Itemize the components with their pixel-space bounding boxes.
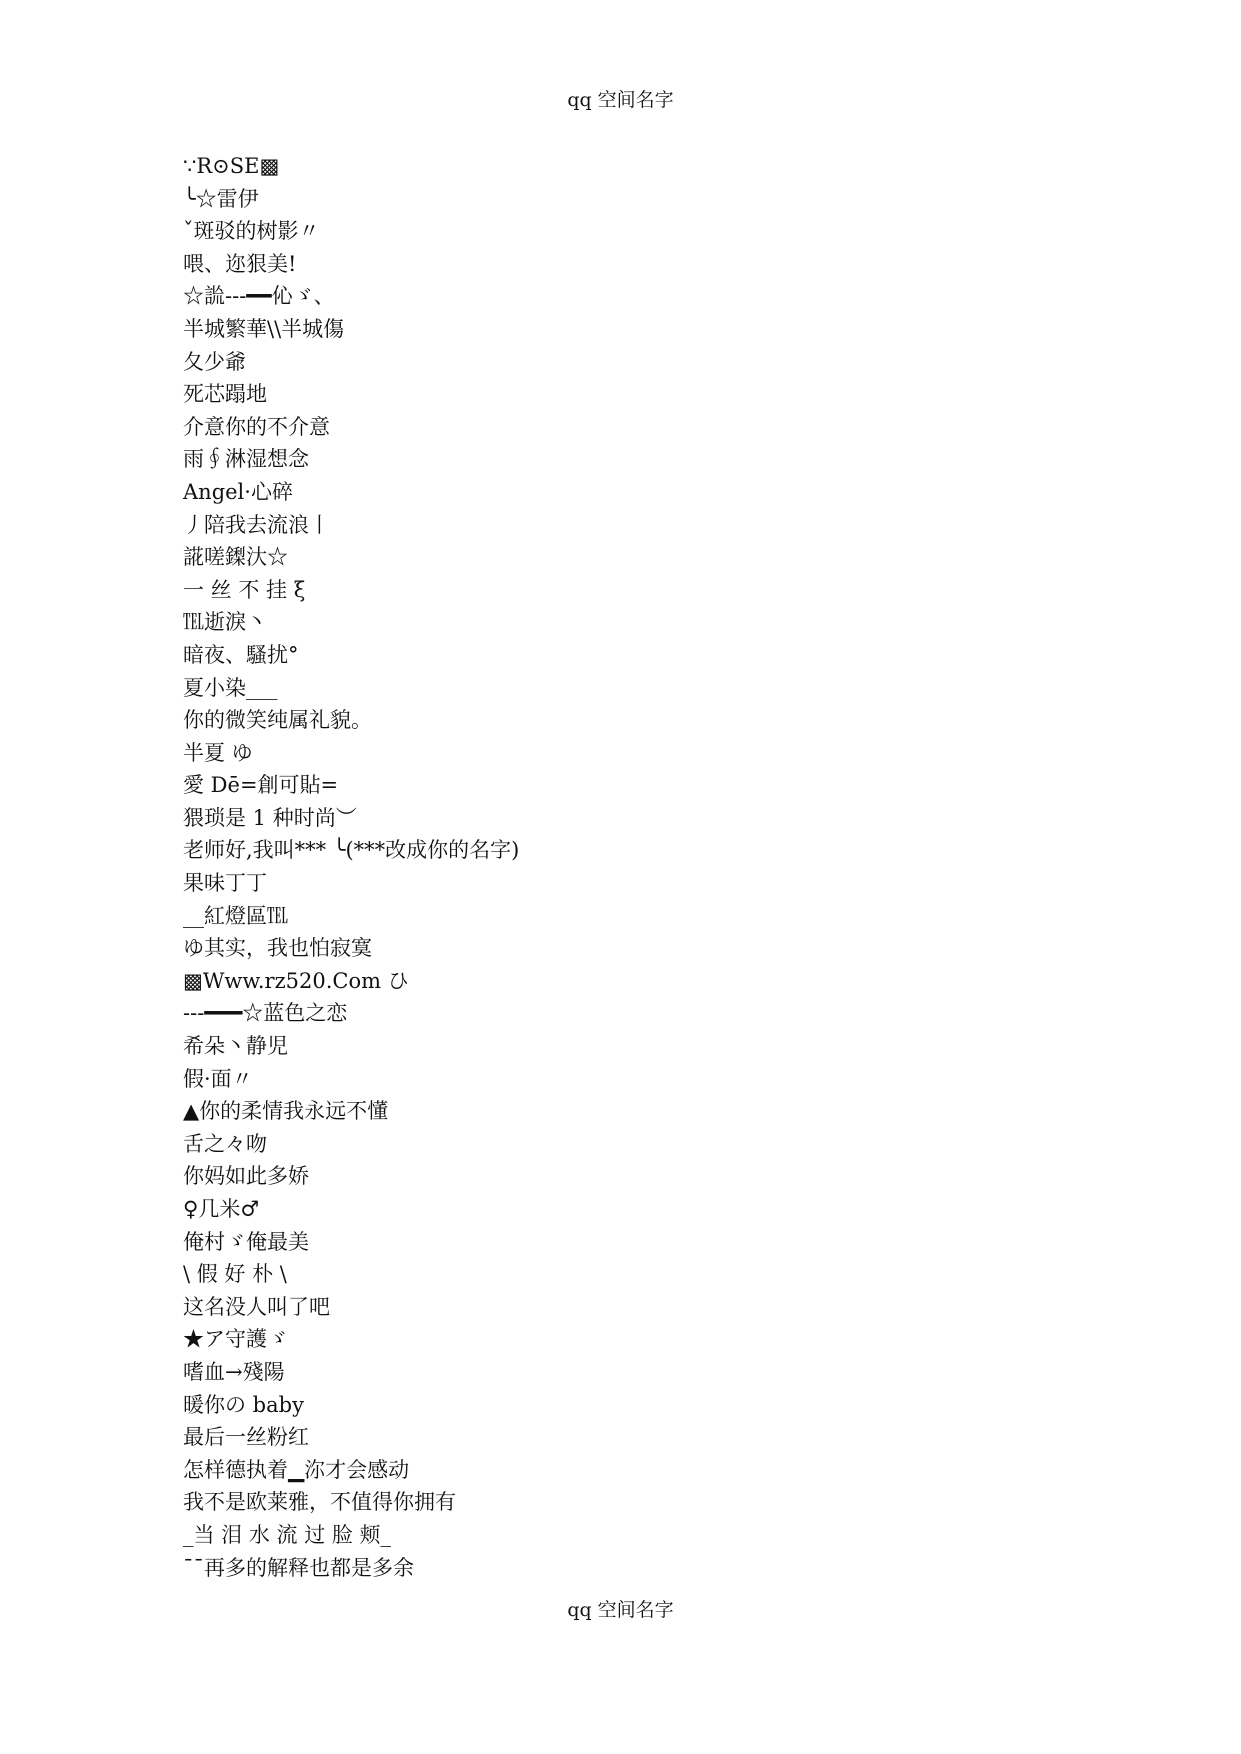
list-item: 果味丁丁 — [183, 871, 267, 896]
list-item: 我不是欧莱雅，不值得你拥有 — [183, 1490, 456, 1515]
name-list — [183, 150, 1103, 1584]
list-item: ♀几米♂ — [183, 1197, 260, 1221]
list-item: ℡逝淚丶 — [183, 610, 267, 635]
list-item: 雨∮淋湿想念 — [183, 447, 309, 472]
list-item: 死芯蹋地 — [183, 382, 267, 407]
list-item: 一 丝 不 挂 ξ — [183, 577, 306, 602]
list-item: _当 泪 水 流 过 脸 颊_ — [183, 1522, 392, 1547]
list-item: 愛 Dē=創可貼= — [183, 773, 339, 798]
list-item: 希朵丶静児 — [183, 1034, 288, 1059]
list-item: ˇ斑驳的树影〃 — [183, 219, 320, 244]
list-item: ¯¯再多的解释也都是多余 — [183, 1555, 414, 1580]
list-item: 最后一丝粉红 — [183, 1425, 309, 1450]
list-item: 丿陪我去流浪丨 — [183, 512, 330, 537]
list-item: 夏小染___ — [183, 675, 278, 700]
list-item: 这名没人叫了吧 — [183, 1294, 330, 1319]
list-item: 暖你の baby — [183, 1392, 304, 1417]
list-item: ╰☆雷伊 — [183, 186, 259, 211]
page-footer: qq 空间名字 — [567, 1599, 674, 1621]
list-item: 半夏 ゆ — [183, 740, 253, 765]
page-header: qq 空间名字 — [567, 89, 674, 111]
list-item: 嗜血→殘陽 — [183, 1359, 285, 1384]
list-item: 夂少爺 — [183, 349, 246, 374]
list-item: 怎样德执着▁沵才会感动 — [183, 1457, 410, 1482]
list-item: 舌之々吻 — [183, 1131, 267, 1156]
list-item: \ 假 好 朴 \ — [183, 1262, 287, 1287]
list-item: ゆ其实，我也怕寂寞 — [183, 936, 372, 961]
list-item: __紅燈區℡ — [183, 903, 288, 928]
list-item: 介意你的不介意 — [183, 414, 330, 439]
list-item: 猥琐是 1 种时尚︶ — [183, 805, 357, 830]
list-item: ---━━━☆蓝色之恋 — [183, 1001, 348, 1026]
list-item: 老师好,我叫*** ╰(***改成你的名字) — [183, 838, 520, 863]
list-item: 喂、迩狠美! — [183, 251, 297, 276]
list-item: 半城繁華\\半城傷 — [183, 316, 345, 341]
list-item: ▲你的柔情我永远不懂 — [183, 1099, 389, 1124]
list-item: ▩Www.rz520.Com ひ — [183, 968, 409, 993]
list-item: ∵R⊙SΕ▩ — [183, 154, 280, 178]
list-item: ☆詤---━━伈ゞ、 — [183, 284, 335, 309]
list-item: 誮嗟鏫汏☆ — [183, 545, 288, 570]
list-item: ★ア守護ゞ — [183, 1327, 288, 1352]
list-item: 暗夜、騷扰° — [183, 642, 299, 667]
list-item: 假·面〃 — [183, 1066, 253, 1091]
list-item: 俺村ゞ俺最美 — [183, 1229, 309, 1254]
list-item: 你妈如此多娇 — [183, 1164, 309, 1189]
list-item: Angel·心碎 — [183, 479, 293, 504]
list-item: 你的微笑纯属礼貌。 — [183, 708, 372, 733]
